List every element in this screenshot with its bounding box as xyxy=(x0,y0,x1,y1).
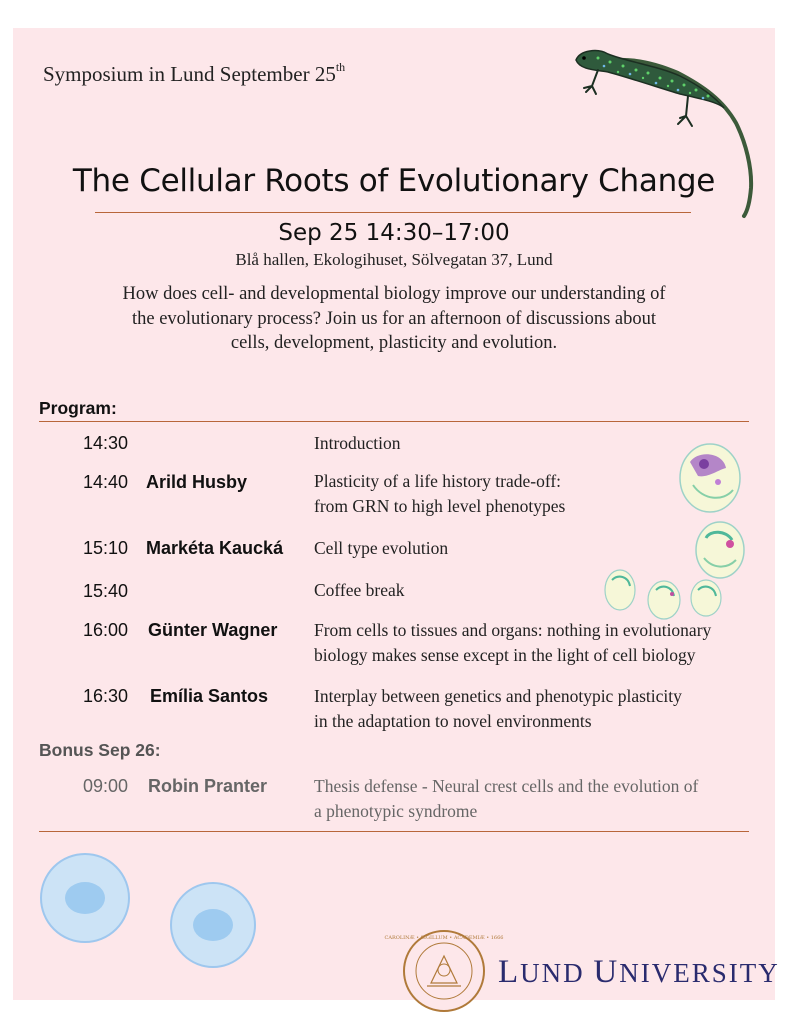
intro-line: cells, development, plasticity and evolution. xyxy=(230,333,558,353)
page-title: The Cellular Roots of Evolutionary Change xyxy=(72,163,716,199)
topic-line: biology makes sense except in the light of cell biology xyxy=(314,645,696,665)
intro-line: the evolutionary process? Join us for an afternoon of discussions about xyxy=(131,308,657,329)
embryo-small-3 xyxy=(691,580,721,616)
embryo-small-2 xyxy=(648,581,680,619)
program-divider xyxy=(39,421,749,422)
topic-line: Introduction xyxy=(314,433,401,453)
program-speaker: Günter Wagner xyxy=(148,620,278,640)
topic-line: Coffee break xyxy=(314,580,405,600)
title-divider xyxy=(95,212,691,213)
embryo-large-1 xyxy=(680,444,740,512)
topic-line: from GRN to high level phenotypes xyxy=(314,496,566,516)
program-time: 14:40 xyxy=(83,472,129,492)
cell-1 xyxy=(41,854,129,942)
program-time: 15:10 xyxy=(83,538,129,558)
symposium-date-text: Symposium in Lund September 25 xyxy=(43,62,336,86)
cell-illustrations xyxy=(35,848,275,998)
topic-line: Interplay between genetics and phenotypic plasticity xyxy=(314,686,682,706)
university-seal-icon xyxy=(384,928,504,1014)
symposium-date-line xyxy=(43,62,345,87)
program-speaker: Emília Santos xyxy=(150,686,269,706)
bonus-topic xyxy=(314,774,698,824)
program-topic xyxy=(314,618,711,668)
logo-initial: U xyxy=(593,954,620,990)
seal-lettering: CAROLINÆ • SIGILLUM • ACADEMIÆ • 1666 xyxy=(384,935,504,941)
program-end-divider xyxy=(39,831,749,832)
program-speaker: Markéta Kaucká xyxy=(146,538,284,558)
topic-line: a phenotypic syndrome xyxy=(314,801,478,821)
event-time-range: Sep 25 14:30–17:00 xyxy=(278,220,510,246)
intro-paragraph xyxy=(103,282,685,356)
program-topic xyxy=(314,431,401,456)
program-time: 14:30 xyxy=(83,433,129,453)
topic-line: From cells to tissues and organs: nothing in evolutionary xyxy=(314,620,712,640)
topic-line: Cell type evolution xyxy=(314,538,449,558)
poster xyxy=(13,28,780,1000)
embryo-small-1 xyxy=(605,570,635,610)
event-venue: Blå hallen, Ekologihuset, Sölvegatan 37, Lund xyxy=(235,250,553,269)
date-suffix: th xyxy=(335,60,346,74)
program-speaker: Arild Husby xyxy=(146,472,248,492)
bonus-heading: Bonus Sep 26: xyxy=(39,740,161,760)
logo-word-part: UND xyxy=(520,958,594,988)
program-topic xyxy=(314,536,448,561)
logo-initial: L xyxy=(498,954,521,990)
program-heading: Program: xyxy=(39,398,117,418)
bonus-time: 09:00 xyxy=(83,776,129,796)
program-time: 16:00 xyxy=(83,620,129,640)
intro-line: How does cell- and developmental biology improve our understanding of xyxy=(122,284,666,304)
topic-line: Thesis defense - Neural crest cells and the evolution of xyxy=(314,776,699,796)
embryo-large-2 xyxy=(696,522,744,578)
program-topic xyxy=(314,684,682,734)
cell-2 xyxy=(171,883,255,967)
logo-word-part: NIVERSITY xyxy=(619,958,780,988)
embryo-illustrations xyxy=(598,440,748,620)
program-time: 16:30 xyxy=(83,686,129,706)
topic-line: in the adaptation to novel environments xyxy=(314,711,592,731)
topic-line: Plasticity of a life history trade-off: xyxy=(314,471,562,491)
program-topic xyxy=(314,578,405,603)
program-time: 15:40 xyxy=(83,581,129,601)
program-topic xyxy=(314,469,565,519)
university-name-logo xyxy=(498,954,780,991)
bonus-speaker: Robin Pranter xyxy=(148,776,268,796)
